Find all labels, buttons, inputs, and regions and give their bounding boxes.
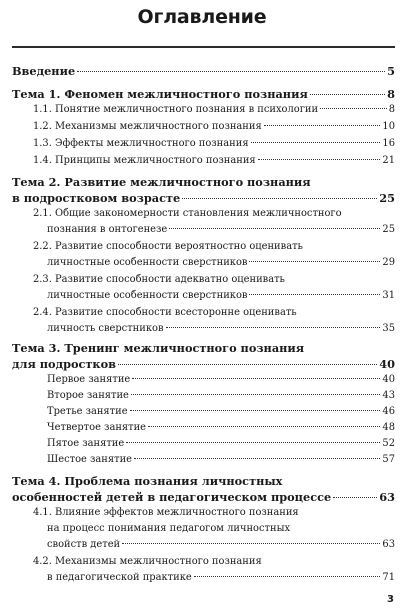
dot-leader [251, 142, 381, 143]
toc-item-label: 2.2. Развитие способности вероятностно оценивать [33, 241, 303, 252]
toc-item-2-1-line1[interactable] [33, 208, 395, 219]
toc-item-label: 1.4. Принципы межличностного познания [33, 155, 256, 166]
toc-item-4-1[interactable] [47, 539, 395, 550]
toc-item-page: 35 [382, 323, 395, 334]
toc-item-1-2[interactable] [33, 121, 395, 132]
dot-leader [134, 458, 380, 459]
toc-item-label: свойств детей [47, 539, 121, 550]
toc-item-label: Первое занятие [47, 374, 131, 385]
toc-item-3-1[interactable] [47, 374, 395, 385]
toc-topic-heading: Тема 4. Проблема познания личностных [12, 474, 283, 488]
toc-item-page: 43 [382, 390, 395, 401]
toc-item-page: 31 [382, 290, 395, 301]
toc-topic-4-line1[interactable] [12, 474, 395, 488]
toc-item-1-3[interactable] [33, 138, 395, 149]
toc-entry-label: Введение [12, 64, 76, 78]
dot-leader [148, 426, 380, 427]
toc-item-page: 52 [382, 438, 395, 449]
toc-topic-page: 25 [379, 191, 395, 205]
toc-topic-1[interactable] [12, 87, 395, 101]
toc-topic-page: 63 [379, 490, 395, 504]
toc-item-3-3[interactable] [47, 406, 395, 417]
toc-item-page: 29 [382, 257, 395, 268]
toc-topic-3[interactable] [12, 357, 395, 371]
toc-item-3-6[interactable] [47, 454, 395, 465]
dot-leader [264, 125, 381, 126]
toc-item-label: личность сверстников [47, 323, 164, 334]
dot-leader [320, 108, 387, 109]
toc-entry-intro[interactable] [12, 64, 395, 78]
toc-item-label: на процесс понимания педагогом личностных [47, 523, 291, 534]
toc-topic-heading: Тема 2. Развитие межличностного познания [12, 175, 311, 189]
toc-item-label: 4.1. Влияние эффектов межличностного познания [33, 507, 299, 518]
toc-topic-page: 8 [387, 87, 395, 101]
toc-item-page: 57 [382, 454, 395, 465]
toc-item-2-4[interactable] [47, 323, 395, 334]
toc-topic-3-line1[interactable] [12, 341, 395, 355]
dot-leader [169, 228, 380, 229]
toc-item-1-4[interactable] [33, 155, 395, 166]
dot-leader [122, 543, 380, 544]
toc-item-1-1[interactable] [33, 104, 395, 115]
dot-leader [77, 71, 385, 72]
toc-item-2-3[interactable] [47, 290, 395, 301]
dot-leader [166, 327, 381, 328]
toc-topic-heading: в подростковом возрасте [12, 191, 181, 205]
toc-topic-heading: Тема 1. Феномен межличностного познания [12, 87, 308, 101]
dot-leader [130, 410, 381, 411]
toc-item-2-2[interactable] [47, 257, 395, 268]
toc-item-label: Четвертое занятие [47, 422, 147, 433]
dot-leader [249, 294, 380, 295]
toc-item-label: 2.3. Развитие способности адекватно оценивать [33, 274, 285, 285]
toc-item-page: 40 [382, 374, 395, 385]
toc-topic-2[interactable] [12, 191, 395, 205]
title-rule [12, 46, 395, 48]
toc-item-2-1[interactable] [47, 224, 395, 235]
toc-item-label: 1.1. Понятие межличностного познания в психологии [33, 104, 319, 115]
toc-item-page: 48 [382, 422, 395, 433]
toc-item-page: 63 [382, 539, 395, 550]
toc-item-label: в педагогической практике [47, 572, 192, 583]
toc-item-4-2-line1[interactable] [33, 556, 395, 567]
toc-item-page: 71 [382, 572, 395, 583]
toc-item-3-2[interactable] [47, 390, 395, 401]
dot-leader [258, 159, 381, 160]
toc-entry-page: 5 [387, 64, 395, 78]
toc-item-label: познания в онтогенезе [47, 224, 168, 235]
toc-item-label: Шестое занятие [47, 454, 133, 465]
dot-leader [182, 198, 377, 199]
toc-topic-heading: особенностей детей в педагогическом процессе [12, 490, 332, 504]
toc-item-label: личностные особенности сверстников [47, 257, 248, 268]
toc-item-label: Пятое занятие [47, 438, 125, 449]
dot-leader [310, 94, 385, 95]
toc-topic-heading: для подростков [12, 357, 116, 371]
toc-item-page: 46 [382, 406, 395, 417]
toc-item-label: 2.4. Развитие способности всесторонне оценивать [33, 307, 297, 318]
toc-item-3-5[interactable] [47, 438, 395, 449]
toc-item-label: 4.2. Механизмы межличностного познания [33, 556, 262, 567]
toc-item-page: 16 [382, 138, 395, 149]
toc-item-4-1-line2[interactable] [47, 523, 395, 534]
toc-item-4-1-line1[interactable] [33, 507, 395, 518]
toc-item-label: 1.3. Эффекты межличностного познания [33, 138, 249, 149]
toc-item-page: 25 [382, 224, 395, 235]
page-number: 3 [387, 594, 394, 605]
toc-item-label: 1.2. Механизмы межличностного познания [33, 121, 262, 132]
dot-leader [126, 442, 380, 443]
toc-item-label: Третье занятие [47, 406, 128, 417]
toc-item-2-4-line1[interactable] [33, 307, 395, 318]
toc-item-4-2[interactable] [47, 572, 395, 583]
toc-topic-2-line1[interactable] [12, 175, 395, 189]
toc-item-page: 8 [388, 104, 395, 115]
dot-leader [333, 497, 377, 498]
toc-item-2-3-line1[interactable] [33, 274, 395, 285]
dot-leader [249, 261, 380, 262]
toc-item-page: 10 [382, 121, 395, 132]
dot-leader [194, 576, 381, 577]
toc-item-label: личностные особенности сверстников [47, 290, 248, 301]
toc-item-label: Второе занятие [47, 390, 129, 401]
dot-leader [118, 364, 377, 365]
page-title: Оглавление [137, 6, 267, 28]
toc-item-page: 21 [382, 155, 395, 166]
toc-topic-4[interactable] [12, 490, 395, 504]
dot-leader [131, 394, 381, 395]
toc-topic-page: 40 [379, 357, 395, 371]
toc-topic-heading: Тема 3. Тренинг межличностного познания [12, 341, 305, 355]
dot-leader [132, 378, 380, 379]
toc-item-3-4[interactable] [47, 422, 395, 433]
toc-item-label: 2.1. Общие закономерности становления межличностного [33, 208, 342, 219]
toc-item-2-2-line1[interactable] [33, 241, 395, 252]
